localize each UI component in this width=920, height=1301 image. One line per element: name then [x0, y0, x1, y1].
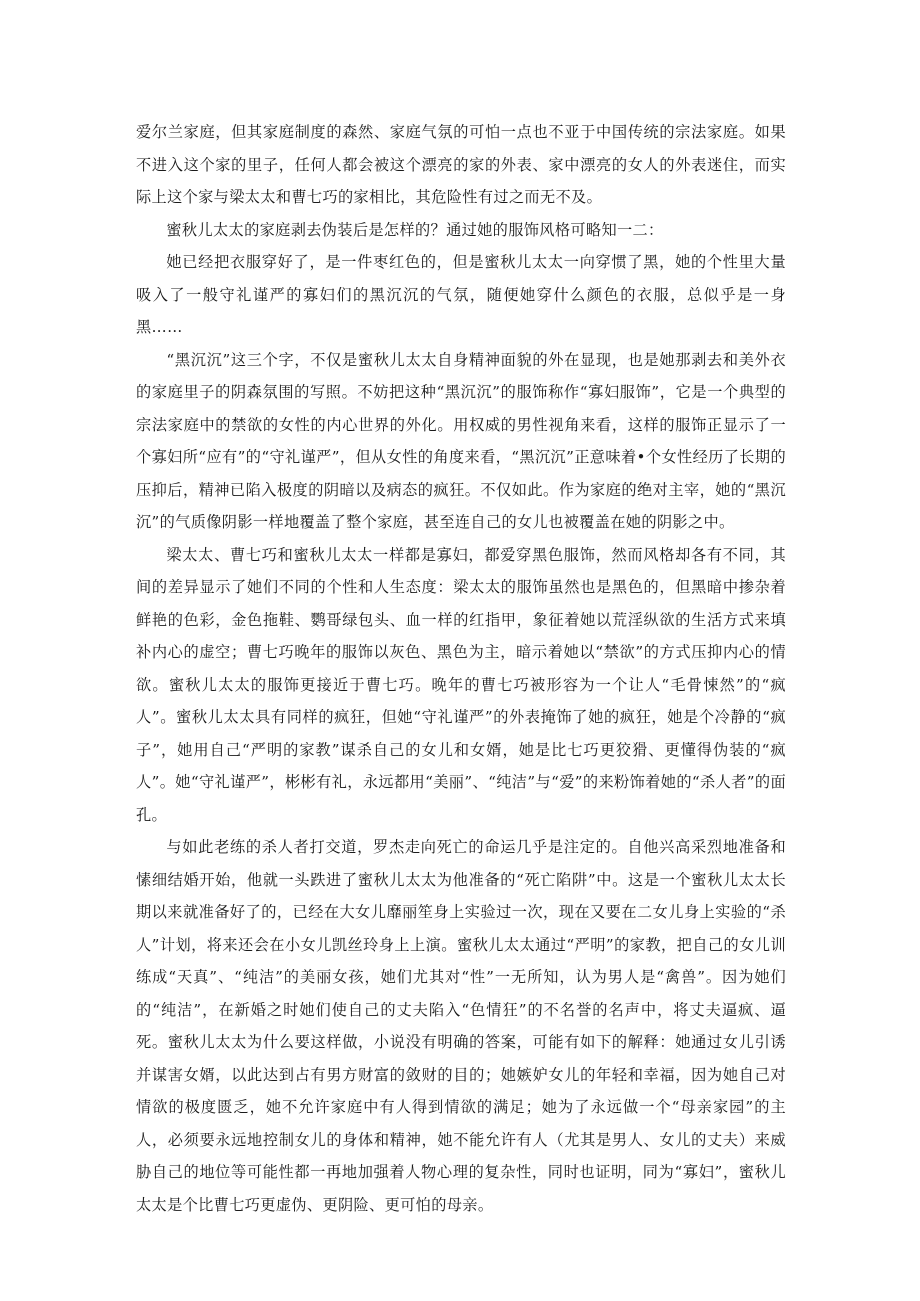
document-body — [136, 116, 786, 1221]
paragraph-quotation: 她已经把衣服穿好了，是一件枣红色的，但是蜜秋儿太太一向穿惯了黑，她的个性里大量吸入了一般守礼谨严的寡妇们的黑沉沉的气氛，随便她穿什么颜色的衣服，总似乎是一身黑…… — [136, 253, 786, 336]
paragraph-question: 蜜秋儿太太的家庭剥去伪装后是怎样的？通过她的服饰风格可略知一二： — [166, 220, 664, 239]
paragraph-black-analysis: “黑沉沉”这三个字，不仅是蜜秋儿太太自身精神面貌的外在显现，也是她那剥去和美外衣的家庭里子的阴森氛围的写照。不妨把这种“黑沉沉”的服饰称作“寡妇服饰”，它是一个典型的宗法家庭中的禁欲的女性的内心世界的外化。用权威的男性视角来看，这样的服饰正显示了一个寡妇所“应有”的“守礼谨严”，但从女性的角度来看，“黑沉沉”正意味着•个女性经历了长期的压抑后，精神已陷入极度的阴暗以及病态的疯狂。不仅如此。作为家庭的绝对主宰，她的“黑沉沉”的气质像阴影一样地覆盖了整个家庭，甚至连自己的女儿也被覆盖在她的阴影之中。 — [136, 350, 786, 531]
paragraph-roger-fate: 与如此老练的杀人者打交道，罗杰走向死亡的命运几乎是注定的。自他兴高采烈地准备和愫细结婚开始，他就一头跌进了蜜秋儿太太为他准备的“死亡陷阱”中。这是一个蜜秋儿太太长期以来就准备好了的，已经在大女儿靡丽笙身上实验过一次，现在又要在二女儿身上实验的“杀人”计划，将来还会在小女儿凯丝玲身上上演。蜜秋儿太太通过“严明”的家教，把自己的女儿训练成“天真”、“纯洁”的美丽女孩，她们尤其对“性”一无所知，认为男人是“禽兽”。因为她们的“纯洁”，在新婚之时她们使自己的丈夫陷入“色情狂”的不名誉的名声中，将丈夫逼疯、逼死。蜜秋儿太太为什么要这样做，小说没有明确的答案，可能有如下的解释：她通过女儿引诱并谋害女婿，以此达到占有男方财富的敛财的目的；她嫉妒女儿的年轻和幸福，因为她自己对情欲的极度匮乏，她不允许家庭中有人得到情欲的满足；她为了永远做一个“母亲家园”的主人，必须要永远地控制女儿的身体和精神，她不能允许有人（尤其是男人、女儿的丈夫）来威胁自己的地位等可能性都一再地加强着人物心理的复杂性，同时也证明，同为“寡妇”，蜜秋儿太太是个比曹七巧更虚伪、更阴险、更可怕的母亲。 — [136, 838, 786, 1214]
paragraph-continuation: 爱尔兰家庭，但其家庭制度的森然、家庭气氛的可怕一点也不亚于中国传统的宗法家庭。如果不进入这个家的里子，任何人都会被这个漂亮的家的外表、家中漂亮的女人的外表迷住，而实际上这个家与梁太太和曹七巧的家相比，其危险性有过之而无不及。 — [136, 123, 786, 206]
paragraph-widow-comparison: 梁太太、曹七巧和蜜秋儿太太一样都是寡妇，都爱穿黑色服饰，然而风格却各有不同，其间的差异显示了她们不同的个性和人生态度：梁太太的服饰虽然也是黑色的，但黑暗中掺杂着鲜艳的色彩，金色拖鞋、鹦哥绿包头、血一样的红指甲，象征着她以荒淫纵欲的生活方式来填补内心的虚空；曹七巧晚年的服饰以灰色、黑色为主，暗示着她以“禁欲”的方式压抑内心的情欲。蜜秋儿太太的服饰更接近于曹七巧。晚年的曹七巧被形容为一个让人“毛骨悚然”的“疯人”。蜜秋儿太太具有同样的疯狂，但她“守礼谨严”的外表掩饰了她的疯狂，她是个冷静的“疯子”，她用自己“严明的家教”谋杀自己的女儿和女婿，她是比七巧更狡猾、更懂得伪装的“疯人”。她“守礼谨严”，彬彬有礼，永远都用“美丽”、“纯洁”与“爱”的来粉饰着她的“杀人者”的面孔。 — [136, 545, 786, 824]
